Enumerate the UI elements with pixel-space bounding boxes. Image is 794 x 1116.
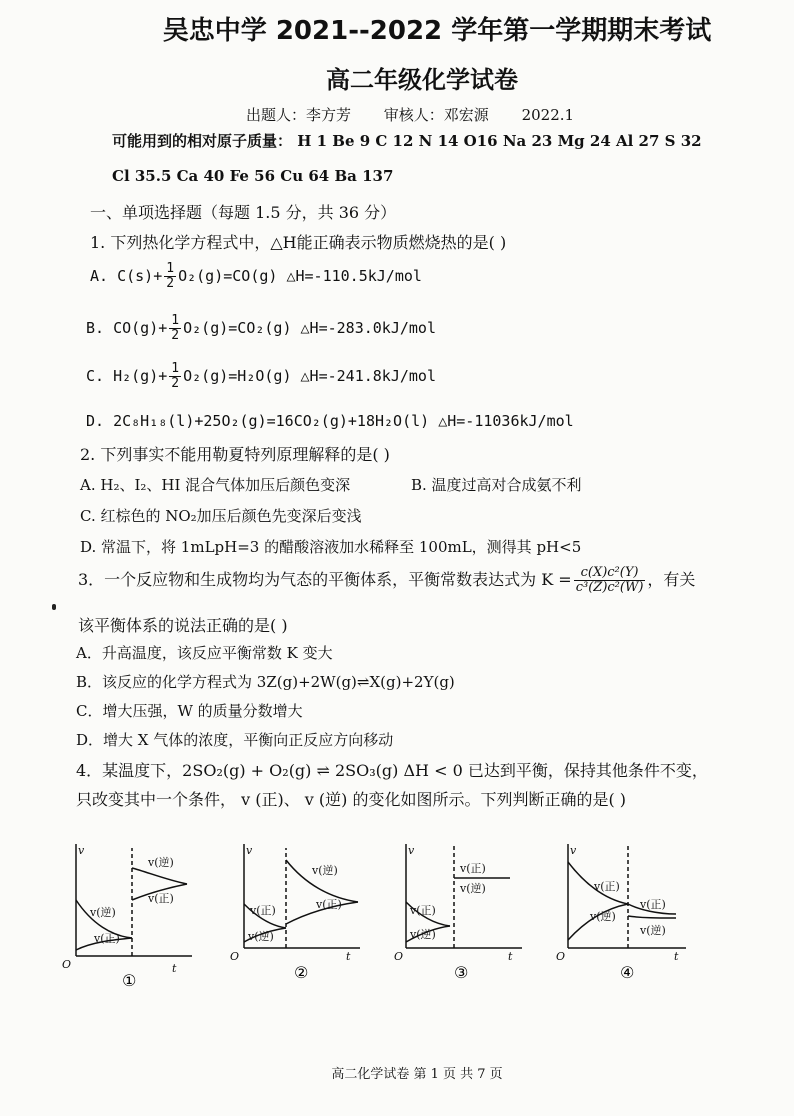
q2-option-c: C. 红棕色的 NO₂加压后颜色先变深后变浅 xyxy=(80,507,362,525)
curve-label: v(正) xyxy=(460,862,486,875)
fraction xyxy=(169,362,181,391)
q1-option-b xyxy=(86,314,436,343)
graph-3 xyxy=(396,838,536,988)
q3-stem xyxy=(78,566,695,595)
origin-label: O xyxy=(230,950,240,963)
y-label: v xyxy=(246,844,253,857)
graph-1 xyxy=(62,838,202,988)
reviewer: 审核人：邓宏源 xyxy=(383,106,489,124)
graph-number: ② xyxy=(294,963,309,982)
x-label: t xyxy=(508,950,513,963)
origin-label: O xyxy=(62,958,72,971)
q1-option-c xyxy=(86,362,436,391)
fraction xyxy=(169,314,181,343)
atomic-masses-line1: 可能用到的相对原子质量： H 1 Be 9 C 12 N 14 O16 Na 23 Mg 24 Al 27 S 32 xyxy=(112,132,702,150)
q1-b-post: O₂(g)=CO₂(g) △H=-283.0kJ/mol xyxy=(183,319,436,337)
setter: 出题人：李方芳 xyxy=(246,106,352,124)
q2-option-b: B. 温度过高对合成氨不利 xyxy=(411,476,582,494)
y-label: v xyxy=(408,844,415,857)
scan-dot xyxy=(52,604,56,610)
graph-2 xyxy=(230,838,370,988)
q2-stem: 2. 下列事实不能用勒夏特列原理解释的是( ) xyxy=(80,445,390,464)
k-numerator: c(X)c²(Y) xyxy=(574,566,646,581)
q1-stem: 1. 下列热化学方程式中，△H能正确表示物质燃烧热的是( ) xyxy=(90,233,507,252)
q2-option-a: A. H₂、I₂、HI 混合气体加压后颜色变深 xyxy=(80,476,351,494)
curve-label: v(正) xyxy=(94,932,120,945)
q1-a-post: O₂(g)=CO(g) △H=-110.5kJ/mol xyxy=(178,267,422,285)
curve-v-reverse-2 xyxy=(132,868,187,884)
y-label: v xyxy=(570,844,577,857)
q3-stem-line2: 该平衡体系的说法正确的是( ) xyxy=(78,616,288,635)
x-label: t xyxy=(346,950,351,963)
curve-v-reverse-2 xyxy=(628,916,676,918)
exam-date: 2022.1 xyxy=(521,106,575,124)
q1-a-pre: A. C(s)+ xyxy=(90,267,163,285)
curve-label: v(正) xyxy=(640,898,666,911)
frac-num: 1 xyxy=(171,313,180,328)
q1-option-a xyxy=(90,262,422,291)
section-heading: 一、单项选择题（每题 1.5 分，共 36 分） xyxy=(90,203,397,222)
q1-c-pre: C. H₂(g)+ xyxy=(86,367,168,385)
curve-label: v(逆) xyxy=(312,864,338,877)
curve-label: v(正) xyxy=(148,892,174,905)
curve-label: v(逆) xyxy=(590,910,616,923)
frac-num: 1 xyxy=(171,361,180,376)
graph-number: ③ xyxy=(454,963,469,982)
q3-option-c: C．增大压强，W 的质量分数增大 xyxy=(76,702,303,720)
exam-subtitle: 高二年级化学试卷 xyxy=(326,66,518,94)
curve-label: v(正) xyxy=(250,904,276,917)
atomic-masses-line2: Cl 35.5 Ca 40 Fe 56 Cu 64 Ba 137 xyxy=(112,167,394,185)
q1-option-d: D. 2C₈H₁₈(l)+25O₂(g)=16CO₂(g)+18H₂O(l) △H=-11036kJ/mol xyxy=(86,412,574,430)
origin-label: O xyxy=(394,950,404,963)
y-label: v xyxy=(78,844,85,857)
k-denominator: c³(Z)c²(W) xyxy=(575,580,644,595)
fraction xyxy=(164,262,176,291)
q3-option-d: D．增大 X 气体的浓度，平衡向正反应方向移动 xyxy=(76,731,394,749)
q3-stem-post: ，有关 xyxy=(647,570,696,589)
frac-den: 2 xyxy=(171,328,180,343)
curve-label: v(逆) xyxy=(460,882,486,895)
graph-number: ④ xyxy=(620,963,635,982)
exam-meta xyxy=(246,104,602,125)
frac-den: 2 xyxy=(171,376,180,391)
curve-label: v(逆) xyxy=(640,924,666,937)
page-footer: 高二化学试卷 第 1 页 共 7 页 xyxy=(331,1067,503,1082)
curve-label: v(正) xyxy=(316,898,342,911)
exam-title: 吴忠中学 2021--2022 学年第一学期期末考试 xyxy=(162,16,712,46)
q4-stem-line1: 4．某温度下，2SO₂(g) + O₂(g) ⇌ 2SO₃(g) ΔH < 0 已达到平衡，保持其他条件不变， xyxy=(76,761,708,780)
x-label: t xyxy=(674,950,679,963)
q1-c-post: O₂(g)=H₂O(g) △H=-241.8kJ/mol xyxy=(183,367,436,385)
origin-label: O xyxy=(556,950,566,963)
curve-label: v(逆) xyxy=(148,856,174,869)
curve-label: v(逆) xyxy=(90,906,116,919)
q2-option-d: D. 常温下，将 1mLpH=3 的醋酸溶液加水稀释至 100mL，测得其 pH<5 xyxy=(80,538,582,556)
q3-option-b: B．该反应的化学方程式为 3Z(g)+2W(g)⇌X(g)+2Y(g) xyxy=(76,673,455,691)
curve-label: v(正) xyxy=(410,904,436,917)
q1-b-pre: B. CO(g)+ xyxy=(86,319,168,337)
curve-label: v(逆) xyxy=(410,928,436,941)
graph-4 xyxy=(558,838,698,988)
k-expression xyxy=(574,566,646,595)
curve-label: v(逆) xyxy=(248,930,274,943)
q3-option-a: A．升高温度，该反应平衡常数 K 变大 xyxy=(76,644,333,662)
q3-stem-pre: 3．一个反应物和生成物均为气态的平衡体系，平衡常数表达式为 K = xyxy=(78,570,572,589)
x-label: t xyxy=(172,962,177,975)
curve-label: v(正) xyxy=(594,880,620,893)
graph-number: ① xyxy=(122,971,137,990)
frac-den: 2 xyxy=(166,276,175,291)
q4-stem-line2: 只改变其中一个条件， v (正)、 v (逆) 的变化如图所示。下列判断正确的是( ) xyxy=(76,790,627,809)
frac-num: 1 xyxy=(166,261,175,276)
